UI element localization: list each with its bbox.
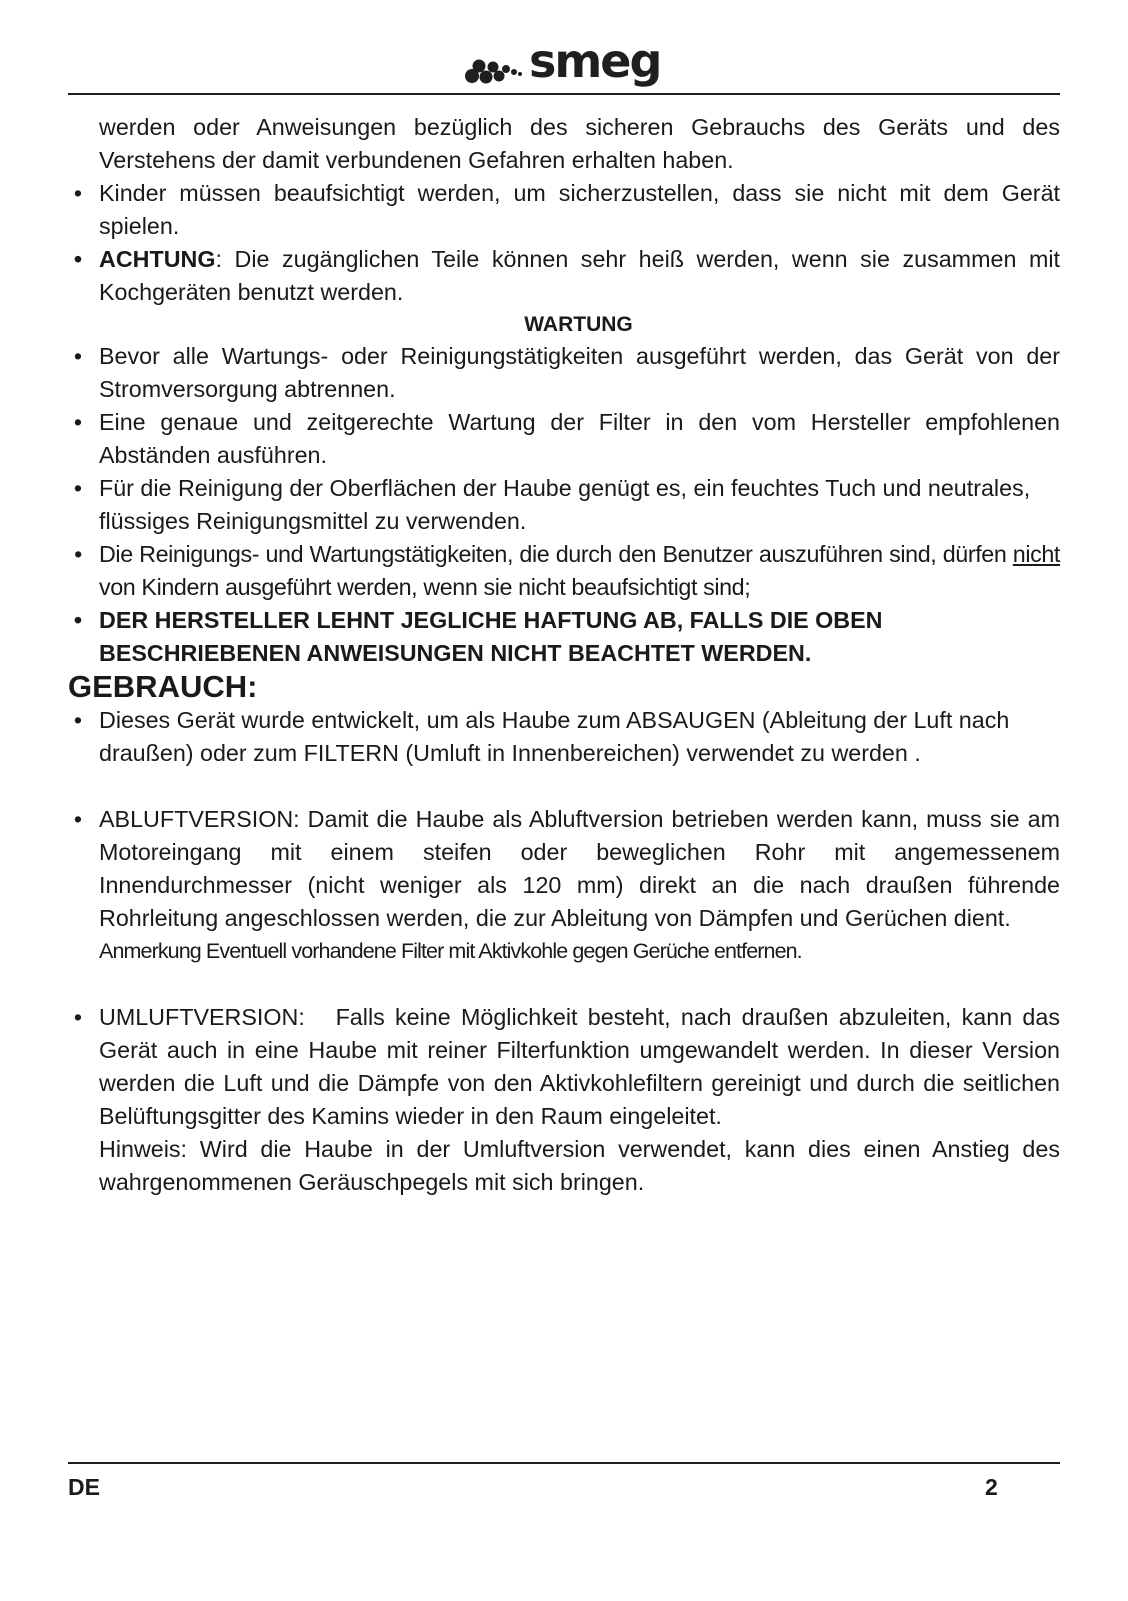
section-heading-gebrauch: GEBRAUCH:	[68, 669, 258, 704]
spacer	[68, 968, 1060, 1001]
document-body	[68, 111, 1067, 1199]
list-item: • Bevor alle Wartungs- oder Reinigungstätigkeiten ausgeführt werden, das Gerät von der Stromversorgung abtrennen.	[68, 340, 1060, 406]
brand-wordmark: smeg	[529, 34, 661, 88]
warning-label: ACHTUNG	[99, 246, 216, 272]
smeg-logo-dots-icon	[463, 44, 527, 90]
list-item-text: Die Reinigungs- und Wartungstätigkeiten, die durch den Benutzer auszuführen sind, dürfen	[99, 541, 1013, 567]
brand-logo	[463, 34, 673, 90]
list-item: • Für die Reinigung der Oberflächen der Haube genügt es, ein feuchtes Tuch und neutrales, flüssiges Reinigungsmittel zu verwenden.	[68, 472, 1060, 538]
list-item-warning	[68, 243, 1060, 309]
list-item: • Eine genaue und zeitgerechte Wartung der Filter in den vom Hersteller empfohlenen Abständen ausführen.	[68, 406, 1060, 472]
list-item: • Kinder müssen beaufsichtigt werden, um sicherzustellen, dass sie nicht mit dem Gerät spielen.	[68, 177, 1060, 243]
list-item: • UMLUFTVERSION: Falls keine Möglichkeit besteht, nach draußen abzuleiten, kann das Gerät auch in eine Haube mit reiner Filterfunktion umgewandelt werden. In dieser Version werden die Luft und die Dämpfe von den Aktivkohlefiltern gereinigt und durch die seitlichen Belüftungsgitter des Kamins wieder in den Raum eingeleitet.	[68, 1001, 1060, 1133]
warning-text: : Die zugänglichen Teile können sehr heiß werden, wenn sie zusammen mit Kochgeräten benutzt werden.	[99, 246, 1060, 305]
list-item: • Dieses Gerät wurde entwickelt, um als Haube zum ABSAUGEN (Ableitung der Luft nach draußen) oder zum FILTERN (Umluft in Innenbereichen) verwendet zu werden .	[68, 704, 1060, 770]
list-item-text: von Kindern ausgeführt werden, wenn sie nicht beaufsichtigt sind;	[99, 574, 751, 600]
list-item: • ABLUFTVERSION: Damit die Haube als Abluftversion betrieben werden kann, muss sie am Motoreingang mit einem steifen oder beweglichen Rohr mit angemessenem Innendurchmesser (nicht weniger als 120 mm) direkt an die nach draußen führende Rohrleitung angeschlossen werden, die zur Ableitung von Dämpfen und Gerüchen dient.	[68, 803, 1060, 935]
paragraph-continuation: werden oder Anweisungen bezüglich des sicheren Gebrauchs des Geräts und des Verstehens der damit verbundenen Gefahren erhalten haben.	[99, 114, 1060, 173]
hint-text: Hinweis: Wird die Haube in der Umluftversion verwendet, kann dies einen Anstieg des wahrgenommenen Geräuschpegels mit sich bringen.	[99, 1136, 1060, 1195]
language-code: DE	[68, 1474, 100, 1500]
note-text: Anmerkung Eventuell vorhandene Filter mit Aktivkohle gegen Gerüche entfernen.	[99, 939, 802, 963]
list-item-disclaimer: • DER HERSTELLER LEHNT JEGLICHE HAFTUNG AB, FALLS DIE OBEN BESCHRIEBENEN ANWEISUNGEN NICHT BEACHTET WERDEN.	[68, 604, 1060, 670]
header-rule	[68, 93, 1060, 95]
footer-rule	[68, 1462, 1060, 1464]
list-item	[68, 538, 1060, 604]
page-number: 2	[985, 1474, 998, 1500]
section-heading-wartung: WARTUNG	[524, 313, 633, 336]
underlined-word: nicht	[1012, 541, 1060, 567]
spacer	[68, 770, 1060, 803]
